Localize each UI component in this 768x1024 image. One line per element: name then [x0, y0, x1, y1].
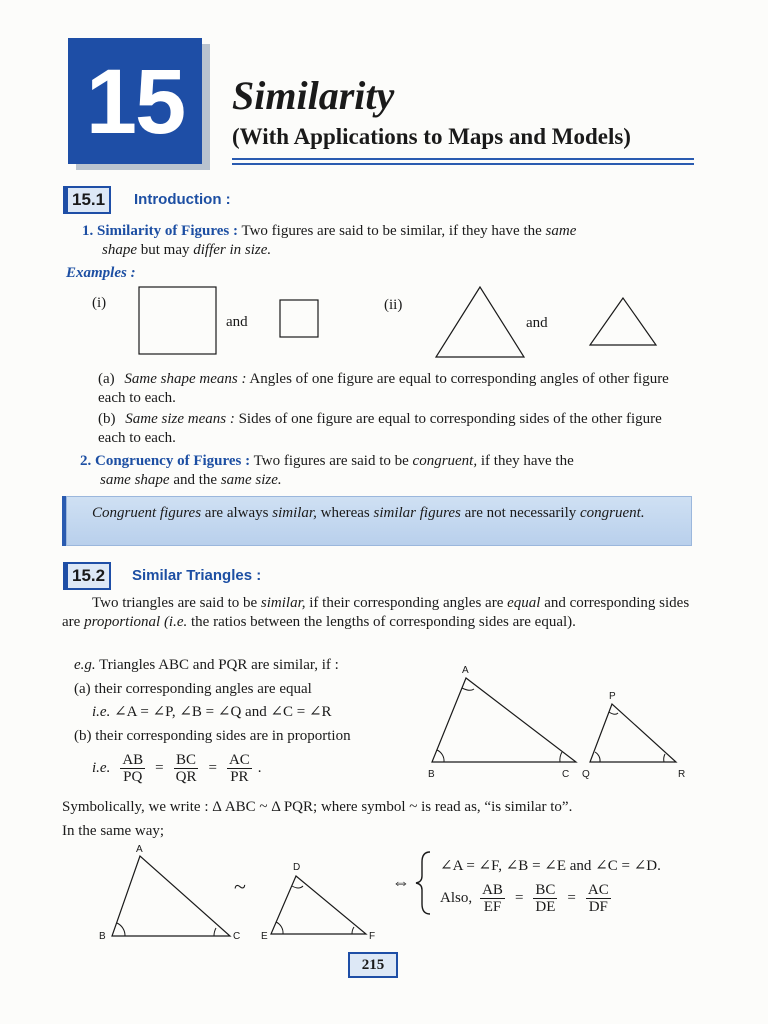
angle-relations: ∠A = ∠F, ∠B = ∠E and ∠C = ∠D. — [440, 858, 661, 874]
condition-b: (b) their corresponding sides are in proportion — [74, 728, 351, 744]
equals-sign: = — [514, 890, 524, 906]
angle-d-mark — [292, 886, 303, 888]
same-shape-text: Angles of one figure are equal to corresponding angles of other figure each to each. — [98, 371, 669, 406]
congruency-text-a: Two figures are said to be — [253, 453, 409, 469]
label-c: C — [562, 769, 570, 780]
item-a-label: (a) — [98, 371, 115, 387]
similar-tilde: ~ — [234, 874, 246, 899]
ratio-ab-ef: $\frac{AB}{EF}$ — [482, 882, 503, 915]
ratio-ac-pr: $\frac{AC}{PR}$ — [228, 752, 250, 785]
label-q: Q — [582, 769, 590, 780]
examples-label: Examples : — [66, 265, 136, 281]
chapter-subtitle: (With Applications to Maps and Models) — [232, 124, 631, 149]
section-title-similar-triangles: Similar Triangles : — [132, 567, 262, 584]
condition-a: (a) their corresponding angles are equal — [74, 681, 312, 697]
section-number-15-2: 15.2 — [66, 562, 111, 590]
similarity-differ: differ in size. — [193, 242, 272, 258]
similarity-same: same — [545, 223, 577, 239]
ratio-ab-pq: $\frac{AB}{PQ}$ — [122, 752, 144, 785]
intro-d: the ratios between the lengths of corresponding sides are equal). — [191, 614, 576, 630]
same-way-text: In the same way; — [62, 823, 165, 839]
label-p: P — [609, 691, 616, 702]
intro-ie: (i.e. — [163, 614, 188, 630]
also-label: Also, — [440, 890, 473, 906]
relation-brace — [416, 852, 430, 914]
intro-similar: similar, — [260, 595, 306, 611]
note-not-necessarily: are not necessarily — [464, 505, 577, 521]
section-number-15-1: 15.1 — [66, 186, 111, 214]
note-whereas: whereas — [320, 505, 370, 521]
ie2-label: i.e. — [92, 760, 111, 776]
and-text-1: and — [226, 314, 248, 330]
ie-label: i.e. — [92, 704, 111, 720]
label-f: F — [369, 931, 376, 942]
congruency-same-size: same size. — [220, 472, 282, 488]
and-text-2: and — [526, 315, 548, 331]
label-r: R — [678, 769, 686, 780]
congruency-same-shape: same shape — [100, 472, 170, 488]
note-congruent: congruent. — [580, 505, 645, 521]
equals-sign: = — [567, 890, 576, 906]
similarity-text-b: but may — [140, 242, 190, 258]
same-shape-term: Same shape means : — [124, 371, 247, 387]
congruency-heading: 2. Congruency of Figures : — [80, 453, 251, 469]
label-a2: A — [136, 844, 143, 855]
chapter-number: 15 — [85, 51, 185, 153]
label-e: E — [261, 931, 268, 942]
congruency-text-b: if they have the — [480, 453, 574, 469]
note-congruent-figures: Congruent figures — [92, 505, 202, 521]
eg-label: e.g. — [74, 657, 96, 673]
triangle-abc-2 — [112, 856, 230, 936]
equals-sign: = — [208, 760, 217, 776]
example-ii-label: (ii) — [384, 297, 403, 313]
eg-text: Triangles ABC and PQR are similar, if : — [99, 657, 339, 673]
similarity-text-a: Two figures are said to be similar, if they have the — [241, 223, 542, 239]
note-similar-figures: similar figures — [373, 505, 461, 521]
item-b-label: (b) — [98, 411, 116, 427]
def-ratio-equation — [440, 882, 611, 915]
ratio-bc-qr: $\frac{BC}{QR}$ — [175, 752, 197, 785]
equals-sign: = — [155, 760, 164, 776]
intro-proportional: proportional — [84, 614, 161, 630]
same-size-term: Same size means : — [125, 411, 235, 427]
note-similar: similar, — [272, 505, 317, 521]
chapter-title: Similarity — [232, 73, 395, 118]
same-size-text: Sides of one figure are equal to corresponding sides of the other figure each to each. — [98, 411, 662, 446]
ratio-period: . — [257, 760, 262, 776]
iff-arrow: ⇔ — [392, 872, 410, 892]
angle-c2-mark — [214, 928, 216, 936]
triangle-def — [271, 876, 366, 934]
angle-b2-mark — [117, 923, 125, 936]
label-d: D — [293, 862, 301, 873]
label-a: A — [462, 665, 469, 676]
angle-e-mark — [276, 922, 283, 934]
symbolic-notation: Symbolically, we write : Δ ABC ~ Δ PQR; where symbol ~ is read as, “is similar to”. — [62, 799, 573, 815]
ratio-ac-df: $\frac{AC}{DF}$ — [587, 882, 609, 915]
section-title-introduction: Introduction : — [134, 191, 231, 208]
intro-a: Two triangles are said to be — [92, 595, 258, 611]
congruency-congruent: congruent, — [412, 453, 478, 469]
example-i-label: (i) — [92, 295, 107, 311]
label-c2: C — [233, 931, 241, 942]
label-b: B — [428, 769, 435, 780]
intro-c: and corresponding sides are — [62, 595, 690, 630]
similarity-heading: 1. Similarity of Figures : — [82, 223, 238, 239]
label-b2: B — [99, 931, 106, 942]
note-always: are always — [204, 505, 269, 521]
angle-f-mark — [352, 927, 354, 934]
intro-equal: equal — [507, 595, 541, 611]
intro-b: if their corresponding angles are — [309, 595, 504, 611]
angle-equalities: ∠A = ∠P, ∠B = ∠Q and ∠C = ∠R — [114, 704, 332, 720]
congruency-and: and the — [173, 472, 218, 488]
similarity-shape: shape — [102, 242, 137, 258]
ratio-bc-de: $\frac{BC}{DE}$ — [535, 882, 556, 915]
page-number: 215 — [348, 952, 398, 978]
